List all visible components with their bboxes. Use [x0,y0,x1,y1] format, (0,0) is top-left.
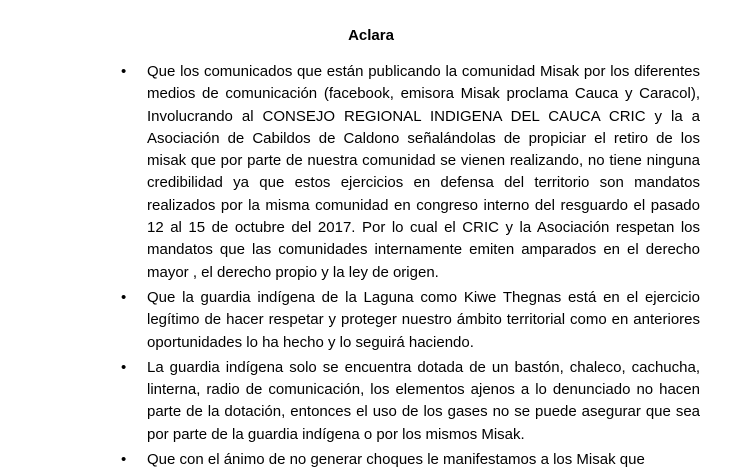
document-title: Aclara [348,27,394,44]
list-item-text: Que la guardia indígena de la Laguna como Kiwe Thegnas está en el ejercicio legítimo de hacer respetar y proteger nuestro ámbito territorial como en anteriores oportunidades lo ha hecho y lo seguirá haciendo. [147,288,700,351]
list-item [0,449,742,471]
bullet-icon: • [121,288,127,306]
bullet-icon: • [121,358,127,376]
list-item-text: La guardia indígena solo se encuentra dotada de un bastón, chaleco, cachucha, linterna, radio de comunicación, los elementos ajenos a lo denunciado no hacen parte de la dotación, entonces el uso de los gases no se puede asegurar que sea por parte de la guardia indígena o por los mismos Misak. [147,358,700,443]
list-item [0,287,742,354]
list-item-text: Que con el ánimo de no generar choques le manifestamos a los Misak que [147,451,645,469]
list-item [0,357,742,446]
bullet-icon: • [121,451,127,469]
bullet-list [0,61,742,474]
list-item [0,61,742,284]
bullet-icon: • [121,63,127,80]
list-item-text: Que los comunicados que están publicando la comunidad Misak por los diferentes medios de comunicación (facebook, emisora Misak proclama Cauca y Caracol), Involucrando al CONSEJO REGIONAL INDIGENA DEL CAUCA CRIC y la a Asociación de Cabildos de Caldono señalándolas de propiciar el retiro de los misak que por parte de nuestra comunidad se vienen realizando, no tiene ninguna credibilidad ya que estos ejercicios en defensa del territorio son mandatos realizados por la misma comunidad en congreso interno del resguardo el pasado 12 al 15 de octubre del 2017. Por lo cual el CRIC y la Asociación respetan los mandatos que las comunidades internamente emiten amparados en el derecho mayor , el derecho propio y la ley de origen. [147,63,700,281]
